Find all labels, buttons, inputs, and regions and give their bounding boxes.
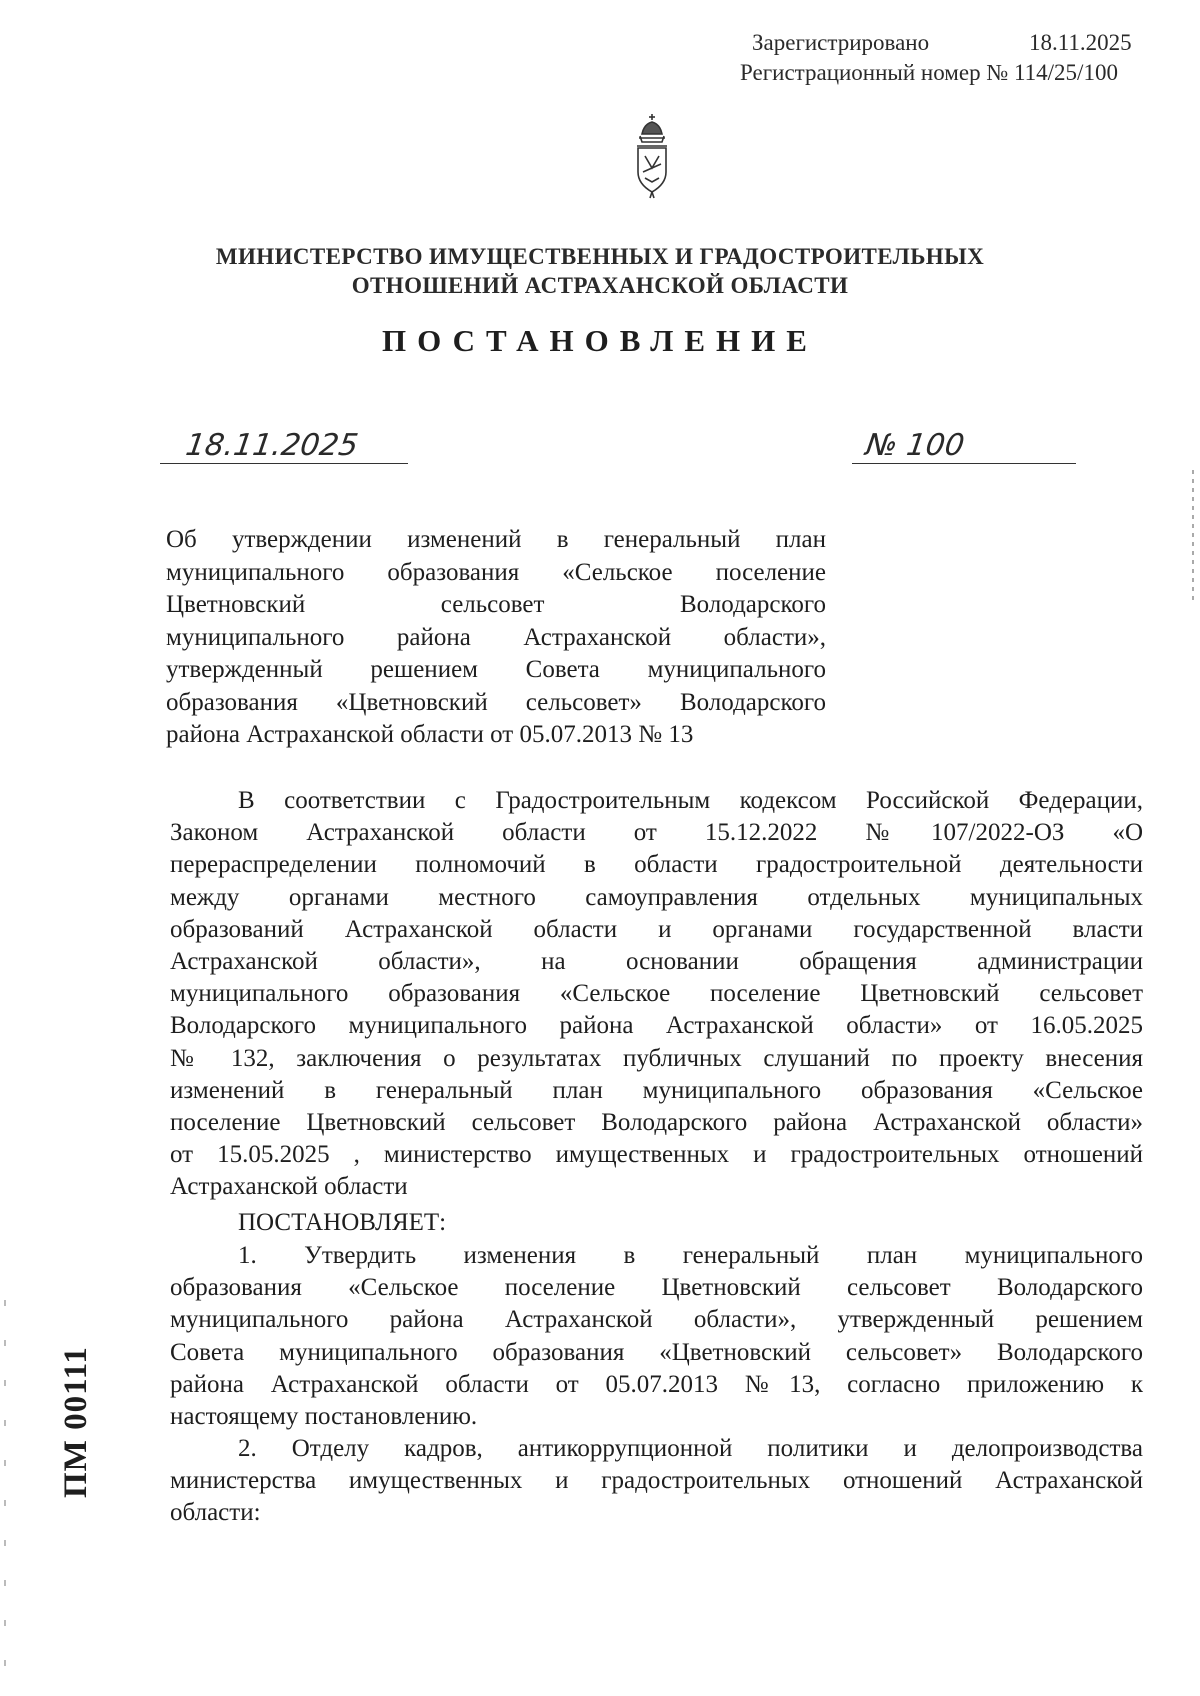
ministry-name-line2: ОТНОШЕНИЙ АСТРАХАНСКОЙ ОБЛАСТИ [351,273,849,298]
subject-line: муниципального района Астраханской области», [166,623,826,651]
preamble-line: между органами местного самоуправления отдельных муниципальных [170,883,1143,911]
scan-edge-marks [4,1300,6,1680]
number-underline [852,463,1076,464]
subject-line: утвержденный решением Совета муниципального [166,656,826,683]
preamble-line: перераспределении полномочий в области градостроительной деятельности [170,851,1143,879]
registration-label-line [752,30,1132,56]
registration-date: 18.11.2025 [1029,30,1132,55]
item-1-line: района Астраханской области от 05.07.2013 №13, согласно приложению к [170,1370,1143,1398]
preamble-line: поселение Цветновский сельсовет Володарского района Астраханской области» [170,1109,1143,1137]
item-2-line: 2. Отделу кадров, антикоррупционной политики и делопроизводства [238,1435,1143,1462]
registration-number: Регистрационный номер № 114/25/100 [740,60,1118,85]
ministry-name-line1: МИНИСТЕРСТВО ИМУЩЕСТВЕННЫХ И ГРАДОСТРОИТЕЛЬНЫХ [215,244,985,269]
decree-date: 18.11.2025 [183,428,361,463]
item-2-paragraph [170,1433,1143,1530]
subject-line: муниципального образования «Сельское поселение [166,558,826,586]
preamble-line: Астраханской области [170,1173,408,1201]
item-1-paragraph [170,1240,1143,1433]
subject-line: Цветновский сельсовет Володарского [166,591,826,618]
registration-label: Зарегистрировано [752,30,930,55]
preamble-line: В соответствии с Градостроительным кодексом Российской Федерации, [238,787,1143,814]
subject-line: образования «Цветновский сельсовет» Володарского [166,688,826,716]
preamble-line: образований Астраханской области и органами государственной власти [170,915,1143,943]
preamble-line: Законом Астраханской области от 15.12.2022 №107/2022-ОЗ «О [170,819,1143,847]
scan-edge-marks-right [1192,470,1194,600]
item-1-line: 1. Утвердить изменения в генеральный план муниципального [238,1242,1143,1269]
preamble-paragraph [170,785,1143,1204]
date-underline [160,463,408,464]
resolves-heading: ПОСТАНОВЛЯЕТ: [238,1209,447,1236]
resolves-heading-block [170,1207,1143,1239]
item-2-line: области: [170,1499,261,1527]
item-1-line: настоящему постановлению. [170,1403,478,1431]
decree-number: № 100 [863,428,967,463]
preamble-line: Астраханской области», на основании обращения администрации [170,948,1143,976]
item-1-line: Совета муниципального образования «Цветновский сельсовет» Володарского [170,1338,1143,1366]
preamble-line: Володарского муниципального района Астраханской области» от 16.05.2025 [170,1012,1143,1040]
subject-line: района Астраханской области от 05.07.2013 № 13 [166,721,694,748]
decree-title: ПОСТАНОВЛЕНИЕ [382,323,818,358]
subject-line: Об утверждении изменений в генеральный план [166,526,826,553]
item-1-line: муниципального района Астраханской области», утвержденный решением [170,1306,1143,1334]
preamble-line: муниципального образования «Сельское поселение Цветновский сельсовет [170,980,1143,1008]
item-2-line: министерства имущественных и градостроительных отношений Астраханской [170,1467,1143,1495]
preamble-line: изменений в генеральный план муниципального образования «Сельское [170,1076,1143,1104]
preamble-line: от 15.05.2025 , министерство имущественных и градостроительных отношений [170,1141,1143,1169]
side-form-mark: ПМ 00111 [58,1346,94,1498]
decree-subject [166,524,826,752]
item-1-line: образования «Сельское поселение Цветновский сельсовет Володарского [170,1274,1143,1302]
preamble-line: № 132, заключения о результатах публичных слушаний по проекту внесения [170,1044,1143,1072]
coat-of-arms-emblem [628,112,676,200]
